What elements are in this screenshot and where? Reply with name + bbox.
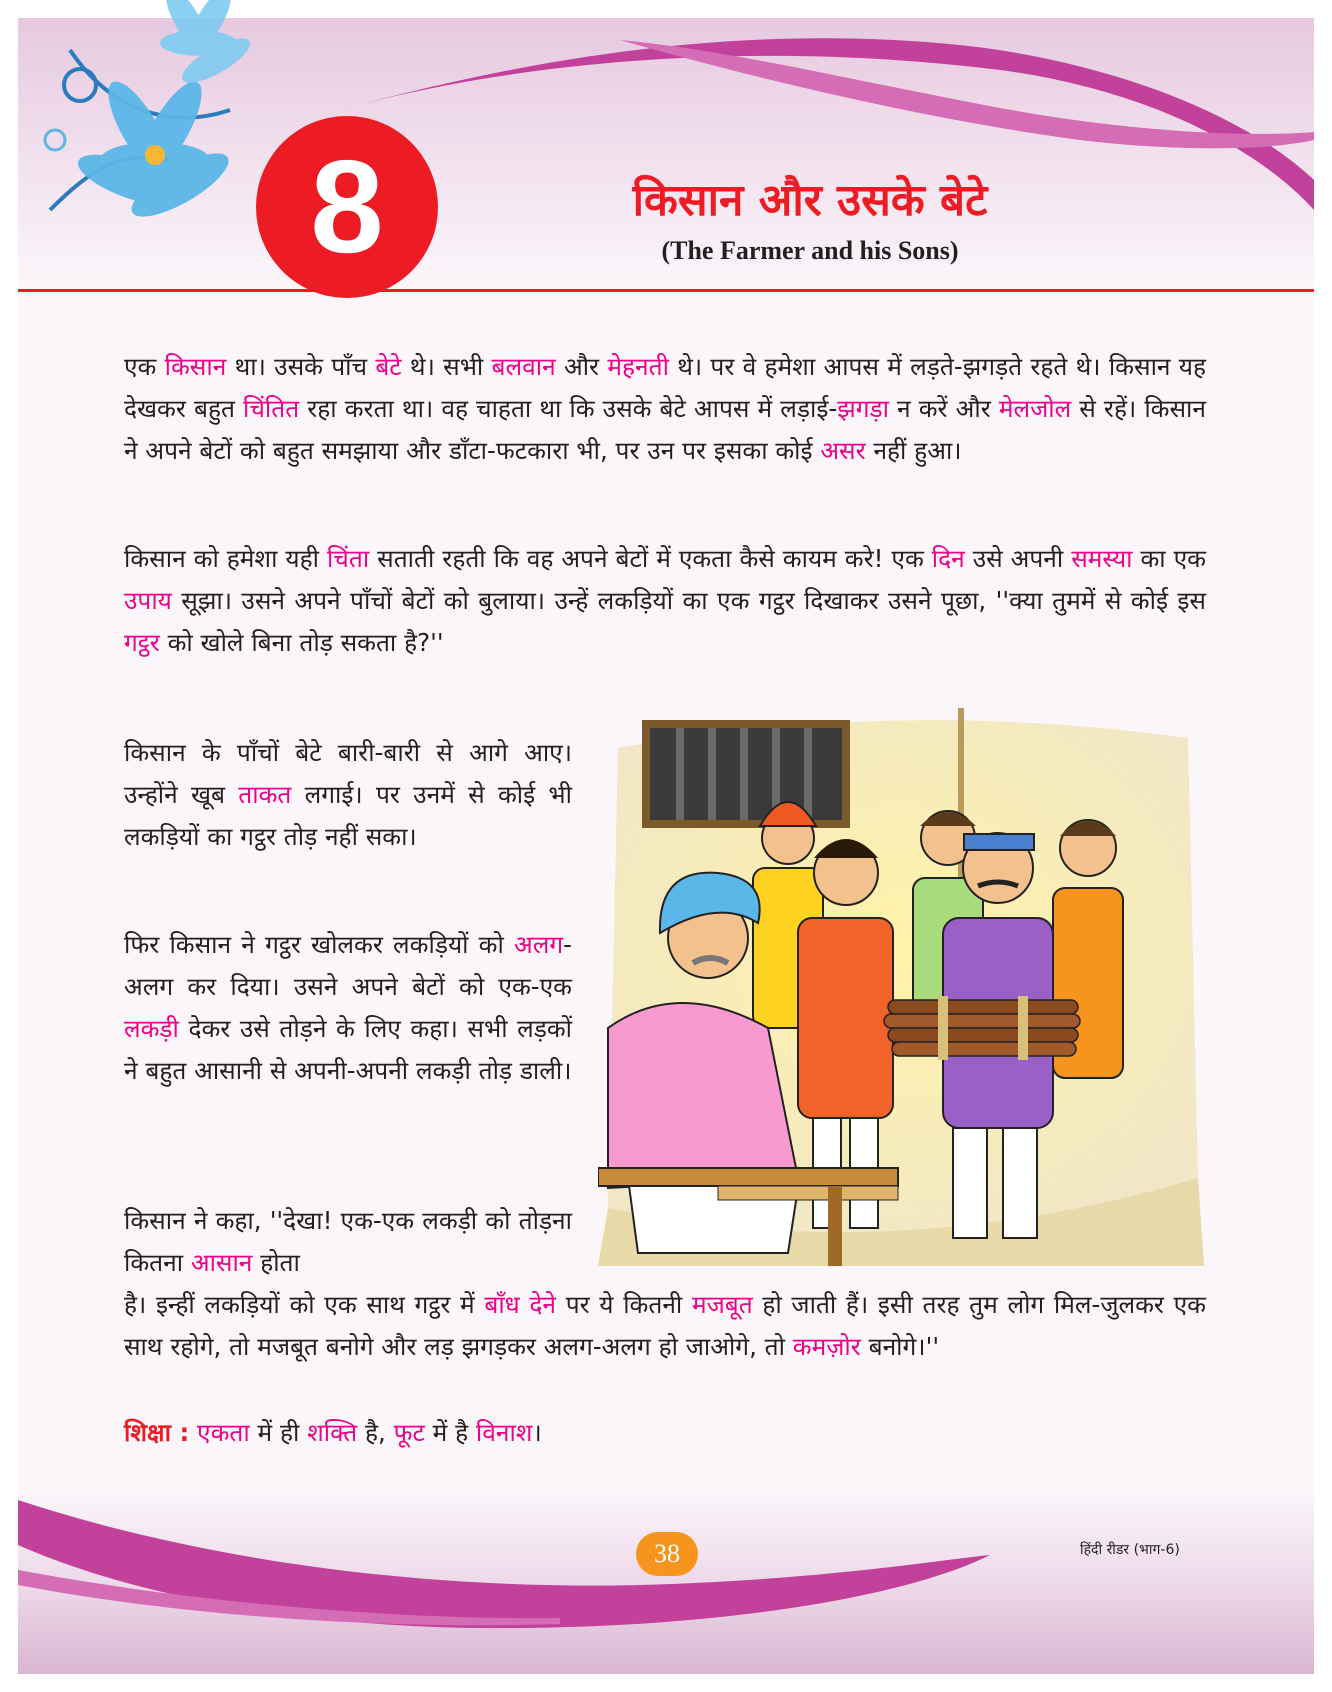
story-paragraph-4 xyxy=(124,924,572,1092)
text-run: में है xyxy=(424,1418,476,1447)
text-run: किसान ने कहा, ''देखा! एक-एक लकड़ी को तोड़ना कितना xyxy=(124,1206,572,1277)
chapter-number: 8 xyxy=(310,133,384,280)
text-run: बनोगे।'' xyxy=(860,1332,940,1361)
text-run xyxy=(189,1418,197,1447)
highlighted-word: समस्या xyxy=(1071,544,1133,573)
story-paragraph-1 xyxy=(124,346,1206,472)
highlighted-word: चिंतित xyxy=(243,394,300,423)
highlighted-word: लकड़ी xyxy=(124,1014,179,1043)
story-paragraph-2 xyxy=(124,538,1206,664)
text-run: है। इन्हीं लकड़ियों को एक साथ गट्ठर में xyxy=(124,1290,485,1319)
text-run: सताती रहती कि वह अपने बेटों में एकता कैसे कायम करे! एक xyxy=(369,544,932,573)
highlighted-word: फूट xyxy=(393,1418,425,1447)
text-run: सूझा। उसने अपने पाँचों बेटों को बुलाया। उन्हें लकड़ियों का एक गट्ठर दिखाकर उसने पूछा, ''क्या तुममें से कोई इस xyxy=(171,586,1206,615)
text-run: पर ये कितनी xyxy=(556,1290,692,1319)
text-run: थे। पर वे हमेशा आपस में लड़ते-झगड़ते रहते थे। किसान यह देखकर बहुत xyxy=(124,352,1206,423)
highlighted-word: किसान xyxy=(164,352,227,381)
text-run: का एक xyxy=(1132,544,1206,573)
text-run: हो जाती हैं। इसी तरह तुम लोग मिल-जुलकर एक साथ रहोगे, तो मजबूत बनोगे और लड़ झगड़कर अलग-अलग हो जाओगे, तो xyxy=(124,1290,1206,1361)
highlighted-word: मेहनती xyxy=(607,352,669,381)
text-run: रहा करता था। वह चाहता था कि उसके बेटे आपस में लड़ाई- xyxy=(299,394,838,423)
text-run: -अलग कर दिया। उसने अपने बेटों को एक-एक xyxy=(124,930,572,1001)
text-run: न करें और xyxy=(888,394,999,423)
story-paragraph-5-start xyxy=(124,1200,572,1284)
text-run: से रहें। किसान ने अपने बेटों को बहुत समझाया और डाँटा-फटकारा भी, पर उन पर इसका कोई xyxy=(124,394,1206,465)
header-divider xyxy=(18,289,1314,292)
footer-swoosh xyxy=(18,1500,990,1628)
chapter-title-hindi: किसान और उसके बेटे xyxy=(632,175,988,226)
moral-line xyxy=(124,1412,1206,1454)
page-number-badge xyxy=(636,1532,698,1576)
highlighted-word: अलग xyxy=(514,930,564,959)
text-run: था। उसके पाँच xyxy=(226,352,376,381)
highlighted-word: दिन xyxy=(931,544,965,573)
text-run: । xyxy=(532,1418,542,1447)
highlighted-word: बेटे xyxy=(375,352,402,381)
highlighted-word: मेलजोल xyxy=(998,394,1072,423)
text-run: को खोले बिना तोड़ सकता है?'' xyxy=(159,628,444,657)
text-run: होता xyxy=(252,1248,300,1277)
page-number: 38 xyxy=(654,1539,680,1568)
highlighted-word: आसान xyxy=(190,1248,253,1277)
text-run: लगाई। पर उनमें से कोई भी लकड़ियों का गट्ठर तोड़ नहीं सका। xyxy=(124,780,572,851)
text-run: थे। सभी xyxy=(401,352,492,381)
story-paragraph-3 xyxy=(124,732,572,858)
text-run: है, xyxy=(357,1418,394,1447)
chapter-number-badge xyxy=(256,116,438,298)
highlighted-word: असर xyxy=(820,436,866,465)
text-run: किसान को हमेशा यही xyxy=(124,544,327,573)
highlighted-word: उपाय xyxy=(124,586,172,615)
highlighted-word: झगड़ा xyxy=(837,394,889,423)
highlighted-word: गट्ठर xyxy=(124,628,160,657)
text-run: किसान के पाँचों बेटे बारी-बारी से आगे आए। उन्होंने खूब xyxy=(124,738,572,809)
text-run: देकर उसे तोड़ने के लिए कहा। सभी लड़कों ने बहुत आसानी से अपनी-अपनी लकड़ी तोड़ डाली। xyxy=(124,1014,572,1085)
highlighted-word: बाँध देने xyxy=(484,1290,557,1319)
flower-decoration xyxy=(45,0,256,228)
moral-label: शिक्षा : xyxy=(124,1418,190,1447)
barred-window xyxy=(646,724,846,824)
text-run: एक xyxy=(124,352,165,381)
highlighted-word: विनाश xyxy=(475,1418,533,1447)
text-run: और xyxy=(555,352,608,381)
highlighted-word: चिंता xyxy=(326,544,370,573)
text-run: में ही xyxy=(249,1418,308,1447)
highlighted-word: ताकत xyxy=(238,780,292,809)
text-run: फिर किसान ने गट्ठर खोलकर लकड़ियों को xyxy=(124,930,515,959)
highlighted-word: मजबूत xyxy=(691,1290,753,1319)
text-run: उसे अपनी xyxy=(964,544,1072,573)
highlighted-word: कमज़ोर xyxy=(792,1332,861,1361)
story-illustration xyxy=(598,708,1204,1266)
bundle-of-sticks xyxy=(884,996,1080,1060)
chapter-title-english: (The Farmer and his Sons) xyxy=(661,236,959,265)
text-run: नहीं हुआ। xyxy=(865,436,962,465)
highlighted-word: शक्ति xyxy=(307,1418,358,1447)
highlighted-word: एकता xyxy=(197,1418,250,1447)
book-name: हिंदी रीडर (भाग-6) xyxy=(1080,1542,1180,1558)
story-paragraph-5-end xyxy=(124,1284,1206,1368)
highlighted-word: बलवान xyxy=(491,352,556,381)
